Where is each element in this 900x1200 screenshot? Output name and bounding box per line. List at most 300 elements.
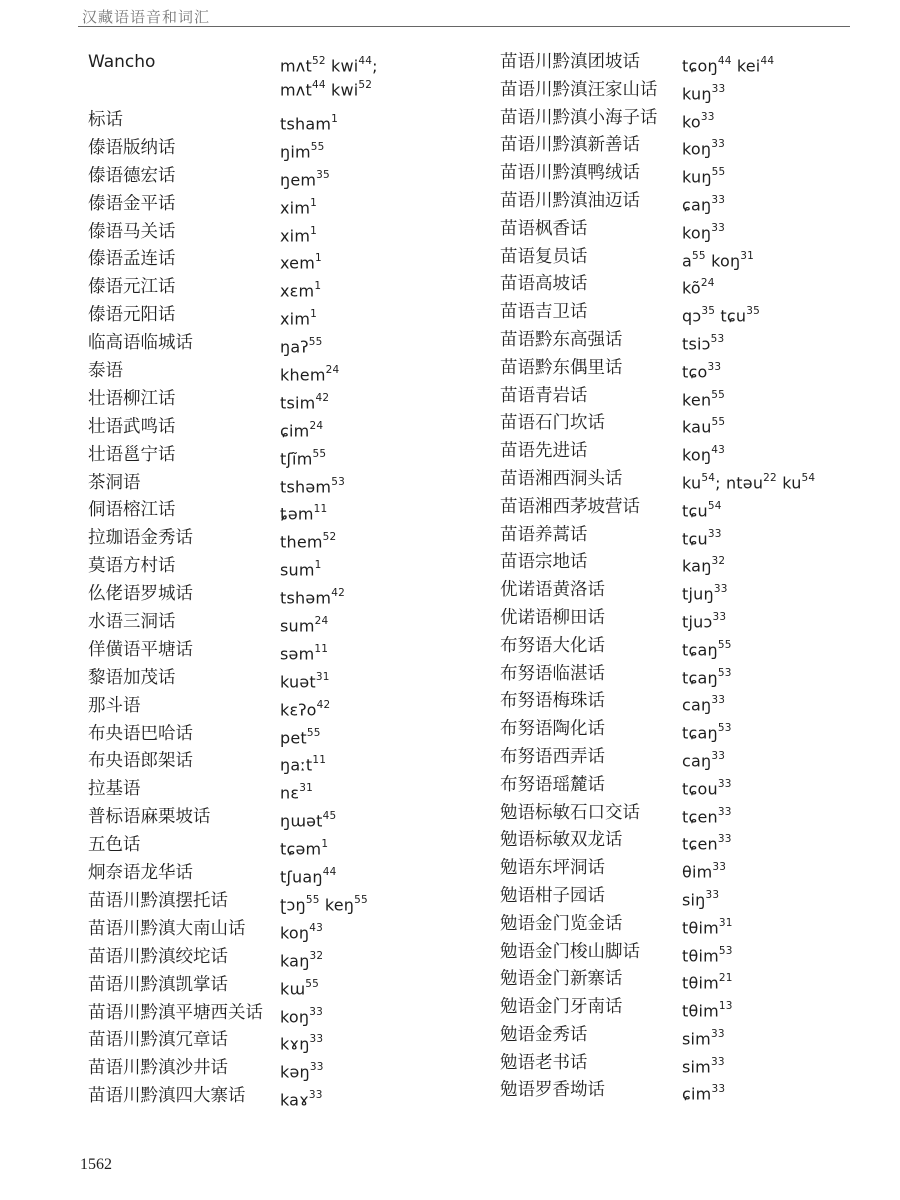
header-rule — [78, 26, 850, 27]
form-segment: ŋɯət — [280, 811, 323, 831]
phonetic-form — [280, 917, 323, 945]
form-segment: ; — [372, 56, 378, 76]
tone-number: 53 — [717, 722, 732, 735]
language-name: 苗语复员话 — [500, 246, 588, 267]
phonetic-form — [682, 161, 725, 189]
left-column — [88, 50, 468, 1112]
form-segment: xim — [280, 198, 311, 217]
tone-number: 55 — [312, 447, 327, 460]
phonetic-form — [280, 387, 329, 415]
form-segment: nɛ — [280, 783, 300, 803]
form-segment: them — [280, 532, 323, 552]
form-segment: tsiɔ — [682, 334, 711, 354]
phonetic-form — [280, 498, 327, 526]
language-name: 勉语老书话 — [500, 1052, 588, 1073]
phonetic-form — [280, 303, 317, 331]
entry-row — [500, 856, 860, 884]
tone-number: 1 — [310, 308, 317, 321]
phonetic-form — [280, 359, 339, 387]
phonetic-form — [682, 1051, 725, 1079]
entry-row — [500, 967, 860, 995]
entry-row — [88, 917, 468, 945]
form-segment: tθim — [682, 945, 719, 965]
language-name: 壮语柳江话 — [88, 388, 176, 409]
phonetic-form — [280, 164, 330, 192]
phonetic-form — [682, 78, 725, 106]
phonetic-form — [280, 220, 317, 248]
form-segment: sim — [682, 1029, 711, 1049]
entry-row — [500, 884, 860, 912]
phonetic-form — [280, 945, 323, 973]
language-name: 勉语金门新寨话 — [500, 969, 623, 990]
phonetic-form — [280, 471, 345, 499]
form-segment: ŋem — [280, 170, 317, 190]
form-segment: ŋaːt — [280, 755, 313, 775]
phonetic-form — [682, 717, 732, 745]
phonetic-form — [682, 828, 732, 856]
entry-row — [500, 245, 860, 273]
language-name: 傣语版纳话 — [88, 137, 176, 158]
form-segment: sum — [280, 560, 315, 580]
language-name: 勉语标敏石口交话 — [500, 802, 640, 823]
entry-row — [88, 1056, 468, 1084]
entry-row — [88, 1084, 468, 1112]
tone-number: 52 — [322, 531, 337, 544]
language-name: 拉基语 — [88, 779, 141, 800]
tone-number: 35 — [316, 168, 330, 181]
tone-number: 33 — [707, 360, 722, 373]
tone-number: 11 — [314, 642, 329, 655]
tone-number: 33 — [700, 110, 715, 123]
entry-row — [500, 78, 860, 106]
tone-number: 52 — [311, 55, 326, 67]
phonetic-form — [682, 411, 725, 439]
form-segment: tθim — [682, 1001, 719, 1021]
entry-row — [500, 439, 860, 467]
entry-row — [88, 973, 468, 1001]
form-segment: ɕaŋ — [682, 195, 712, 215]
phonetic-form — [280, 1001, 323, 1029]
form-segment: tɕoŋ — [682, 56, 718, 76]
entry-row — [500, 161, 860, 189]
language-name: 勉语标敏双龙话 — [500, 830, 623, 851]
form-segment: keŋ — [319, 895, 355, 915]
language-name: 标话 — [88, 110, 123, 130]
tone-number: 53 — [718, 944, 733, 957]
form-segment: siŋ — [682, 890, 706, 910]
phonetic-form — [280, 443, 326, 471]
entry-row — [88, 415, 468, 443]
entry-row — [500, 300, 860, 328]
phonetic-form — [682, 606, 726, 634]
form-segment: xim — [280, 309, 311, 329]
phonetic-form — [682, 634, 732, 662]
phonetic-form — [682, 495, 722, 523]
phonetic-form — [682, 884, 719, 912]
entry-row — [500, 995, 860, 1023]
language-name: 苗语养蒿话 — [500, 524, 588, 545]
language-name: 傣语元江话 — [88, 277, 176, 298]
tone-number: 54 — [707, 499, 722, 512]
language-name: 布央语巴哈话 — [88, 723, 193, 744]
form-segment: kuŋ — [682, 167, 712, 187]
tone-number: 24 — [314, 615, 329, 628]
tone-number: 21 — [718, 972, 733, 985]
tone-number: 33 — [717, 777, 732, 790]
form-segment: kaɤ — [280, 1090, 309, 1110]
tone-number: 1 — [314, 280, 322, 293]
language-name: 那斗语 — [88, 695, 141, 716]
tone-number: 53 — [717, 666, 732, 679]
language-name: 苗语吉卫话 — [500, 302, 588, 323]
entry-row — [88, 666, 468, 694]
entry-row — [500, 940, 860, 968]
tone-number: 31 — [299, 782, 313, 795]
entry-row — [88, 331, 468, 359]
form-segment: tɕen — [682, 834, 718, 854]
entry-row — [500, 106, 860, 134]
phonetic-form — [682, 689, 725, 717]
phonetic-form — [682, 801, 732, 829]
form-segment: ʈɔŋ — [280, 895, 306, 915]
language-name: 苗语黔东高强话 — [500, 329, 623, 350]
language-name: 勉语罗香坳话 — [500, 1080, 605, 1101]
language-name: 苗语川黔滇小海子话 — [500, 107, 658, 128]
tone-number: 33 — [711, 749, 726, 762]
form-segment: ken — [682, 389, 712, 409]
form-segment: caŋ — [682, 695, 712, 715]
tone-number: 35 — [746, 305, 760, 318]
phonetic-form — [682, 328, 724, 356]
entry-row — [88, 722, 468, 750]
tone-number: 55 — [306, 726, 321, 739]
entry-row — [88, 50, 468, 74]
form-segment: tɕaŋ — [682, 640, 718, 660]
tone-number: 42 — [316, 698, 331, 711]
language-name: 苗语川黔滇团坡话 — [500, 52, 640, 72]
entry-row — [88, 443, 468, 471]
entry-row — [88, 582, 468, 610]
form-segment: kwi — [325, 80, 359, 100]
running-head: 汉藏语语音和词汇 — [82, 8, 211, 26]
tone-number: 33 — [713, 583, 728, 596]
form-segment: tɕo — [682, 362, 708, 382]
tone-number: 33 — [712, 861, 727, 874]
language-name: 泰语 — [88, 361, 123, 382]
tone-number: 55 — [305, 893, 320, 906]
tone-number: 24 — [700, 277, 715, 290]
language-name: 拉珈语金秀话 — [88, 528, 193, 549]
entry-row — [88, 526, 468, 554]
tone-number: 22 — [763, 471, 777, 484]
language-name: 苗语宗地话 — [500, 552, 588, 573]
form-segment: tɕu — [715, 306, 747, 326]
form-segment: tɕaŋ — [682, 667, 718, 687]
tone-number: 44 — [322, 866, 337, 879]
language-name: 勉语柑子园话 — [500, 885, 605, 906]
language-name: 黎语加茂话 — [88, 667, 176, 688]
language-name: 苗语湘西洞头话 — [500, 468, 623, 489]
entry-row — [88, 889, 468, 917]
entry-row — [88, 638, 468, 666]
entry-row — [500, 384, 860, 412]
language-name: 苗语先进话 — [500, 441, 588, 462]
tone-number: 55 — [308, 336, 323, 349]
form-segment: koŋ — [682, 223, 712, 243]
form-segment: koŋ — [682, 139, 712, 159]
language-name: 苗语高坡话 — [500, 274, 588, 295]
form-segment: θim — [682, 862, 713, 882]
tone-number: 43 — [711, 444, 725, 457]
phonetic-form — [682, 106, 715, 134]
tone-number: 32 — [309, 949, 324, 962]
form-segment: kɛʔo — [280, 700, 317, 720]
form-segment: kɯ — [280, 978, 306, 998]
tone-number: 43 — [309, 921, 323, 934]
entry-row — [500, 495, 860, 523]
phonetic-form — [280, 1056, 324, 1084]
form-segment: qɔ — [682, 306, 702, 326]
tone-number: 33 — [711, 193, 726, 206]
phonetic-form — [280, 722, 321, 750]
phonetic-form — [280, 889, 368, 917]
form-segment: tɕu — [682, 501, 708, 521]
form-segment: ɕim — [682, 1084, 712, 1104]
entry-row — [500, 217, 860, 245]
form-segment: xim — [280, 225, 311, 245]
form-segment: kwi — [325, 56, 359, 76]
tone-number: 33 — [711, 221, 725, 234]
phonetic-form — [682, 467, 815, 495]
entry-row — [88, 694, 468, 722]
form-segment: tshəm — [280, 588, 332, 608]
phonetic-form — [280, 805, 336, 833]
phonetic-form — [280, 861, 337, 889]
language-name: 傣语德宏话 — [88, 165, 176, 186]
tone-number: 55 — [310, 140, 325, 153]
phonetic-form — [280, 192, 317, 220]
form-segment: ku — [776, 473, 802, 493]
phonetic-form — [682, 300, 760, 328]
entry-row — [88, 74, 468, 108]
entry-row — [88, 1028, 468, 1056]
entry-row — [500, 50, 860, 78]
entry-row — [88, 1001, 468, 1029]
form-segment: xem — [280, 253, 316, 273]
language-name: 仫佬语罗城话 — [88, 584, 193, 605]
form-segment: koŋ — [280, 1006, 310, 1026]
entry-row — [500, 1023, 860, 1051]
phonetic-form — [682, 940, 733, 968]
tone-number: 33 — [712, 610, 727, 623]
tone-number: 44 — [358, 55, 373, 67]
tone-number: 33 — [705, 888, 720, 901]
entry-row — [500, 634, 860, 662]
phonetic-form — [280, 526, 336, 554]
language-name: 苗语川黔滇油迈话 — [500, 190, 640, 211]
tone-number: 1 — [310, 196, 317, 209]
entry-row — [500, 189, 860, 217]
tone-number: 11 — [313, 503, 328, 516]
language-name: 佯僙语平塘话 — [88, 639, 193, 660]
form-segment: kau — [682, 417, 712, 437]
phonetic-form — [280, 582, 345, 610]
tone-number: 54 — [801, 471, 816, 484]
phonetic-form — [682, 439, 725, 467]
tone-number: 33 — [309, 1033, 324, 1046]
phonetic-form — [682, 912, 733, 940]
entry-row — [500, 717, 860, 745]
phonetic-form — [280, 331, 322, 359]
phonetic-form — [682, 1023, 725, 1051]
form-segment: səm — [280, 644, 315, 664]
tone-number: 32 — [711, 555, 726, 568]
entry-row — [500, 606, 860, 634]
tone-number: 1 — [331, 113, 339, 125]
entry-row — [500, 1051, 860, 1079]
form-segment: tθim — [682, 973, 719, 993]
entry-row — [88, 220, 468, 248]
entry-row — [500, 745, 860, 773]
phonetic-form — [280, 638, 328, 666]
language-name: 苗语川黔滇平塘西关话 — [88, 1002, 263, 1023]
page-number: 1562 — [80, 1156, 112, 1173]
language-name: 傣语孟连话 — [88, 249, 176, 270]
language-name: 布努语瑶麓话 — [500, 774, 605, 795]
entry-row — [88, 610, 468, 638]
entry-row — [500, 328, 860, 356]
phonetic-form — [280, 666, 330, 694]
language-name: 布努语大化话 — [500, 635, 605, 656]
entry-row — [500, 828, 860, 856]
tone-number: 33 — [707, 527, 722, 540]
form-segment: kəŋ — [280, 1062, 310, 1082]
entry-row — [500, 912, 860, 940]
phonetic-form — [682, 384, 725, 412]
tone-number: 31 — [718, 916, 733, 929]
language-name: 优诺语黄洛话 — [500, 580, 605, 601]
language-name: 布央语郎架话 — [88, 751, 193, 772]
entry-row — [500, 523, 860, 551]
tone-number: 24 — [325, 364, 340, 377]
phonetic-form — [682, 272, 715, 300]
entry-row — [500, 411, 860, 439]
form-segment: tjuŋ — [682, 584, 714, 604]
tone-number: 53 — [710, 332, 725, 345]
phonetic-form — [682, 217, 725, 245]
language-name: 壮语邕宁话 — [88, 444, 176, 465]
language-name: 茶洞语 — [88, 472, 141, 493]
entry-row — [88, 749, 468, 777]
language-name: 苗语川黔滇冗章话 — [88, 1030, 228, 1051]
language-name: 五色话 — [88, 835, 141, 856]
tone-number: 33 — [711, 138, 725, 151]
entry-row — [88, 247, 468, 275]
form-segment: tʃuaŋ — [280, 867, 323, 887]
phonetic-form — [280, 694, 330, 722]
phonetic-form — [682, 1078, 725, 1106]
language-name: 布努语西弄话 — [500, 746, 605, 767]
form-segment: ; ntəu — [715, 473, 764, 493]
language-name: 勉语金门览金话 — [500, 913, 623, 934]
entry-row — [88, 303, 468, 331]
tone-number: 52 — [358, 79, 373, 91]
tone-number: 1 — [315, 252, 322, 265]
form-segment: tsim — [280, 393, 316, 413]
language-name: 勉语金门牙南话 — [500, 997, 623, 1018]
entry-row — [500, 133, 860, 161]
entry-row — [88, 805, 468, 833]
form-segment: ko — [682, 111, 701, 131]
tone-number: 13 — [718, 1000, 733, 1013]
form-segment: tsham — [280, 114, 332, 134]
form-segment: tshəm — [280, 476, 332, 496]
language-name: 勉语金门梭山脚话 — [500, 941, 640, 962]
phonetic-form — [682, 189, 725, 217]
language-name: 苗语川黔滇大南山话 — [88, 918, 246, 939]
phonetic-form — [682, 773, 732, 801]
form-segment: pet — [280, 727, 307, 747]
language-name: 侗语榕江话 — [88, 500, 176, 521]
form-segment: caŋ — [682, 751, 712, 771]
entry-row — [500, 1078, 860, 1106]
entry-row — [88, 471, 468, 499]
form-segment: tɕen — [682, 806, 718, 826]
tone-number: 35 — [701, 305, 716, 318]
entry-row — [500, 272, 860, 300]
phonetic-form — [682, 245, 754, 273]
entry-row — [88, 777, 468, 805]
form-segment: koŋ — [280, 923, 310, 943]
entry-row — [500, 773, 860, 801]
language-name: 苗语黔东偶里话 — [500, 357, 623, 378]
phonetic-form — [280, 749, 326, 777]
entry-row — [88, 275, 468, 303]
language-name: 勉语金秀话 — [500, 1024, 588, 1045]
tone-number: 33 — [711, 82, 726, 95]
tone-number: 45 — [322, 810, 337, 823]
phonetic-form — [280, 554, 322, 582]
form-segment: kɤŋ — [280, 1034, 310, 1054]
language-name: 壮语武鸣话 — [88, 416, 176, 437]
phonetic-form — [280, 610, 328, 638]
form-segment: kaŋ — [682, 556, 712, 576]
tone-number: 55 — [717, 638, 732, 651]
language-name: 普标语麻栗坡话 — [88, 807, 211, 828]
form-segment: ku — [682, 473, 702, 493]
phonetic-form — [682, 856, 726, 884]
entry-row — [88, 945, 468, 973]
entry-row — [88, 861, 468, 889]
tone-number: 11 — [312, 754, 327, 767]
entry-row — [88, 833, 468, 861]
phonetic-form — [280, 1028, 323, 1056]
entry-row — [88, 498, 468, 526]
language-name: 苗语川黔滇鸭绒话 — [500, 163, 640, 184]
entry-row — [500, 356, 860, 384]
language-name: 布努语陶化话 — [500, 719, 605, 740]
tone-number: 33 — [711, 1083, 726, 1096]
entry-row — [88, 136, 468, 164]
form-segment: ŋim — [280, 142, 311, 162]
phonetic-form — [280, 108, 338, 136]
language-name: 布努语临湛话 — [500, 663, 605, 684]
language-name: 苗语川黔滇绞坨话 — [88, 946, 228, 967]
phonetic-form — [682, 523, 722, 551]
language-name: 傣语元阳话 — [88, 305, 176, 326]
tone-number: 33 — [710, 1027, 725, 1040]
entry-row — [500, 550, 860, 578]
